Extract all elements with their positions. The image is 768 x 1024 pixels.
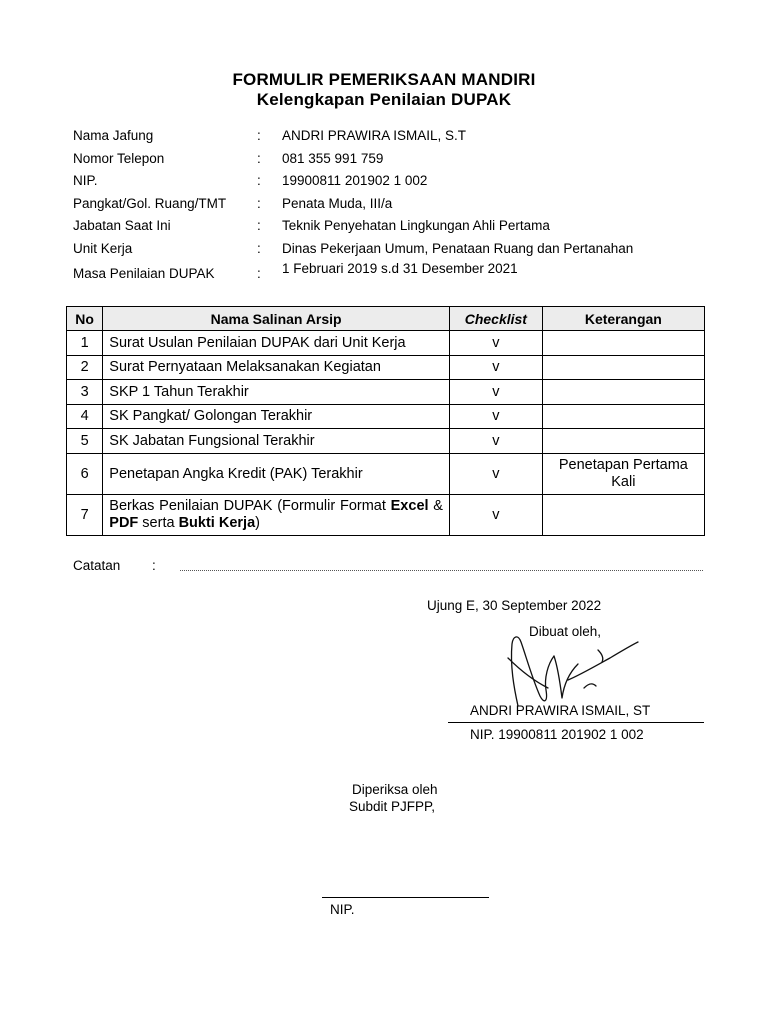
info-row-pangkat <box>73 196 713 219</box>
cell-note <box>542 404 704 429</box>
info-value: ANDRI PRAWIRA ISMAIL, S.T <box>282 128 467 143</box>
place-date: Ujung E, 30 September 2022 <box>427 598 602 613</box>
info-row-jabatan <box>73 218 713 241</box>
info-label: Nama Jafung <box>73 128 154 143</box>
cell-check: v <box>449 429 542 454</box>
catatan-label: Catatan <box>73 558 121 573</box>
cell-check: v <box>449 494 542 535</box>
info-colon: : <box>257 128 261 143</box>
cell-name: SK Pangkat/ Golongan Terakhir <box>103 404 450 429</box>
info-label: Pangkat/Gol. Ruang/TMT <box>73 195 227 211</box>
info-value: Teknik Penyehatan Lingkungan Ahli Pertama <box>282 218 550 233</box>
cell-note <box>542 494 704 535</box>
info-row-nama <box>73 128 713 151</box>
checker-unit: Subdit PJFPP, <box>349 799 436 814</box>
column-header-checklist: Checklist <box>449 307 542 331</box>
cell-name: Surat Pernyataan Melaksanakan Kegiatan <box>103 355 450 380</box>
cell-no: 3 <box>67 380 103 405</box>
table-row <box>67 429 705 454</box>
info-row-telepon <box>73 151 713 174</box>
cell-name-text: Berkas Penilaian DUPAK (Formulir Format <box>109 497 391 514</box>
table-row <box>67 355 705 380</box>
info-row-nip <box>73 173 713 196</box>
signature-stroke <box>511 637 554 706</box>
column-header-nama: Nama Salinan Arsip <box>103 307 450 331</box>
signer-name: ANDRI PRAWIRA ISMAIL, ST <box>470 703 651 718</box>
info-label: Jabatan Saat Ini <box>73 218 171 233</box>
info-colon: : <box>257 218 261 233</box>
info-label: Masa Penilaian DUPAK <box>73 266 215 281</box>
table-header-row <box>67 307 705 331</box>
cell-no: 7 <box>67 494 103 535</box>
made-by-label: Dibuat oleh, <box>529 624 602 639</box>
column-header-keterangan: Keterangan <box>542 307 704 331</box>
info-colon: : <box>257 150 261 166</box>
info-value: Penata Muda, III/a <box>282 195 393 211</box>
archive-checklist-table <box>66 306 705 536</box>
cell-name <box>103 494 450 535</box>
cell-name-bukti: Bukti Kerja <box>178 514 256 531</box>
cell-note <box>542 331 704 356</box>
cell-name-serta: serta <box>138 514 179 531</box>
cell-no: 1 <box>67 331 103 356</box>
info-row-masa-penilaian <box>73 263 713 286</box>
identity-info <box>73 128 713 286</box>
checker-nip-label: NIP. <box>330 902 355 917</box>
info-value: 19900811 201902 1 002 <box>282 173 428 188</box>
catatan-colon: : <box>152 558 156 573</box>
cell-name-pdf: PDF <box>109 514 139 531</box>
cell-check: v <box>449 404 542 429</box>
signer-underline <box>448 722 704 723</box>
info-colon: : <box>257 240 261 256</box>
cell-name-amp: & <box>428 497 443 514</box>
signature-stroke <box>584 684 596 688</box>
cell-name: SKP 1 Tahun Terakhir <box>103 380 450 405</box>
table-row <box>67 494 705 535</box>
info-value: Dinas Pekerjaan Umum, Penataan Ruang dan Pertanahan <box>282 240 634 256</box>
form-title: FORMULIR PEMERIKSAAN MANDIRI <box>232 70 536 89</box>
cell-name-close: ) <box>255 514 260 531</box>
info-colon: : <box>257 195 261 211</box>
info-value: 081 355 991 759 <box>282 150 384 166</box>
info-colon: : <box>257 266 261 281</box>
info-label: Nomor Telepon <box>73 150 165 166</box>
cell-no: 4 <box>67 404 103 429</box>
cell-name: SK Jabatan Fungsional Terakhir <box>103 429 450 454</box>
table-row <box>67 404 705 429</box>
cell-check: v <box>449 355 542 380</box>
cell-note <box>542 429 704 454</box>
cell-name-excel: Excel <box>390 497 429 514</box>
cell-no: 2 <box>67 355 103 380</box>
cell-no: 5 <box>67 429 103 454</box>
info-row-unit-kerja <box>73 241 713 264</box>
cell-check: v <box>449 331 542 356</box>
checked-by-label: Diperiksa oleh <box>352 782 438 797</box>
catatan-dotted-line <box>180 570 703 571</box>
cell-check: v <box>449 380 542 405</box>
info-label: NIP. <box>73 173 98 188</box>
signer-nip: NIP. 19900811 201902 1 002 <box>470 727 644 742</box>
cell-note <box>542 355 704 380</box>
cell-name: Penetapan Angka Kredit (PAK) Terakhir <box>103 453 450 494</box>
table-row <box>67 331 705 356</box>
cell-note: Penetapan Pertama Kali <box>542 453 704 494</box>
table-row <box>67 453 705 494</box>
cell-name: Surat Usulan Penilaian DUPAK dari Unit Kerja <box>103 331 450 356</box>
checker-signature-line <box>322 897 489 898</box>
cell-note <box>542 380 704 405</box>
cell-check: v <box>449 453 542 494</box>
info-colon: : <box>257 173 261 188</box>
info-label: Unit Kerja <box>73 240 133 256</box>
info-value: 1 Februari 2019 s.d 31 Desember 2021 <box>282 261 518 276</box>
table-row <box>67 380 705 405</box>
cell-no: 6 <box>67 453 103 494</box>
column-header-no: No <box>67 307 103 331</box>
form-subtitle: Kelengkapan Penilaian DUPAK <box>256 90 512 109</box>
signature-stroke <box>598 650 603 662</box>
